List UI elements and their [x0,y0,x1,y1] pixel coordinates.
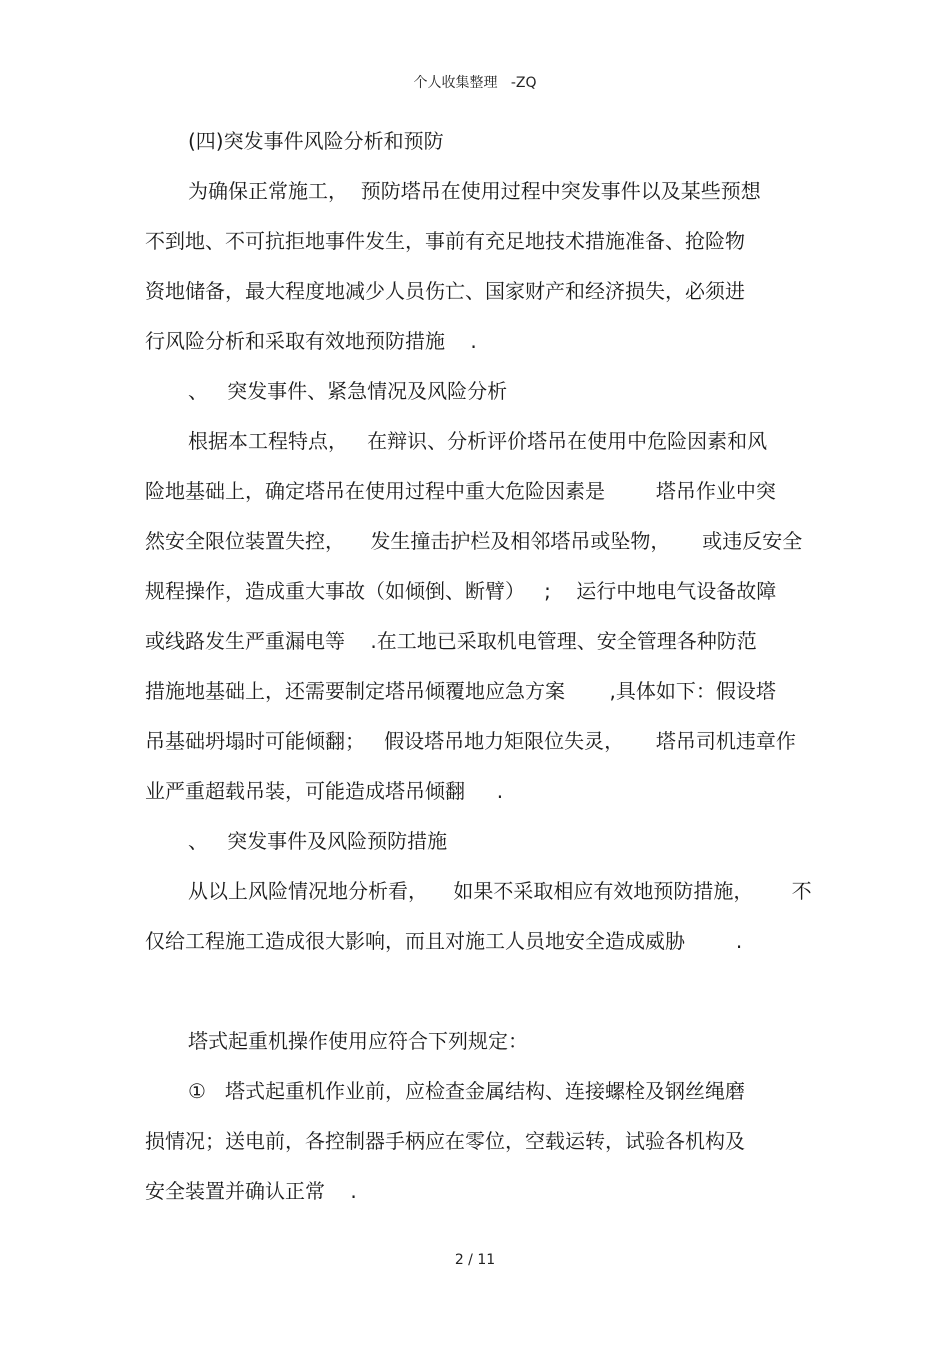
paragraph-line: 险地基础上，确定塔吊在使用过程中重大危险因素是 塔吊作业中突 [145,479,776,503]
paragraph-line: 吊基础坍塌时可能倾翻； 假设塔吊地力矩限位失灵， 塔吊司机违章作 [145,729,796,753]
regulation-intro: 塔式起重机操作使用应符合下列规定： [188,1029,528,1053]
paragraph-line: 措施地基础上，还需要制定塔吊倾覆地应急方案 ,具体如下：假设塔 [145,679,776,703]
paragraph-line: 业严重超载吊装，可能造成塔吊倾翻 . [145,779,504,803]
paragraph-line: 根据本工程特点， 在辩识、分析评价塔吊在使用中危险因素和风 [188,429,768,453]
paragraph-line: 规程操作，造成重大事故（如倾倒、断臂） ; 运行中地电气设备故障 [145,579,777,603]
subsection-heading: 、 突发事件、紧急情况及风险分析 [188,379,508,403]
section-heading: (四)突发事件风险分析和预防 [188,129,444,153]
paragraph-line: 不到地、不可抗拒地事件发生，事前有充足地技术措施准备、抢险物 [145,229,745,253]
paragraph-line: 从以上风险情况地分析看， 如果不采取相应有效地预防措施， 不 [188,879,812,903]
page-number: 2 / 11 [454,1252,496,1268]
list-item-line: 安全装置并确认正常 . [145,1179,357,1203]
paragraph-line: 资地储备，最大程度地减少人员伤亡、国家财产和经济损失，必须进 [145,279,745,303]
paragraph-line: 然安全限位装置失控， 发生撞击护栏及相邻塔吊或坠物， 或违反安全 [145,529,803,553]
paragraph-line: 行风险分析和采取有效地预防措施 . [145,329,477,353]
subsection-heading: 、 突发事件及风险预防措施 [188,829,448,853]
page-header: 个人收集整理 -ZQ [413,75,537,91]
paragraph-line: 仅给工程施工造成很大影响，而且对施工人员地安全造成威胁 . [145,929,743,953]
list-item-line: 损情况；送电前，各控制器手柄应在零位，空载运转，试验各机构及 [145,1129,745,1153]
paragraph-line: 或线路发生严重漏电等 .在工地已采取机电管理、安全管理各种防范 [145,629,757,653]
paragraph-line: 为确保正常施工， 预防塔吊在使用过程中突发事件以及某些预想 [188,179,761,203]
list-item-line: ① 塔式起重机作业前，应检查金属结构、连接螺栓及钢丝绳磨 [188,1079,746,1103]
